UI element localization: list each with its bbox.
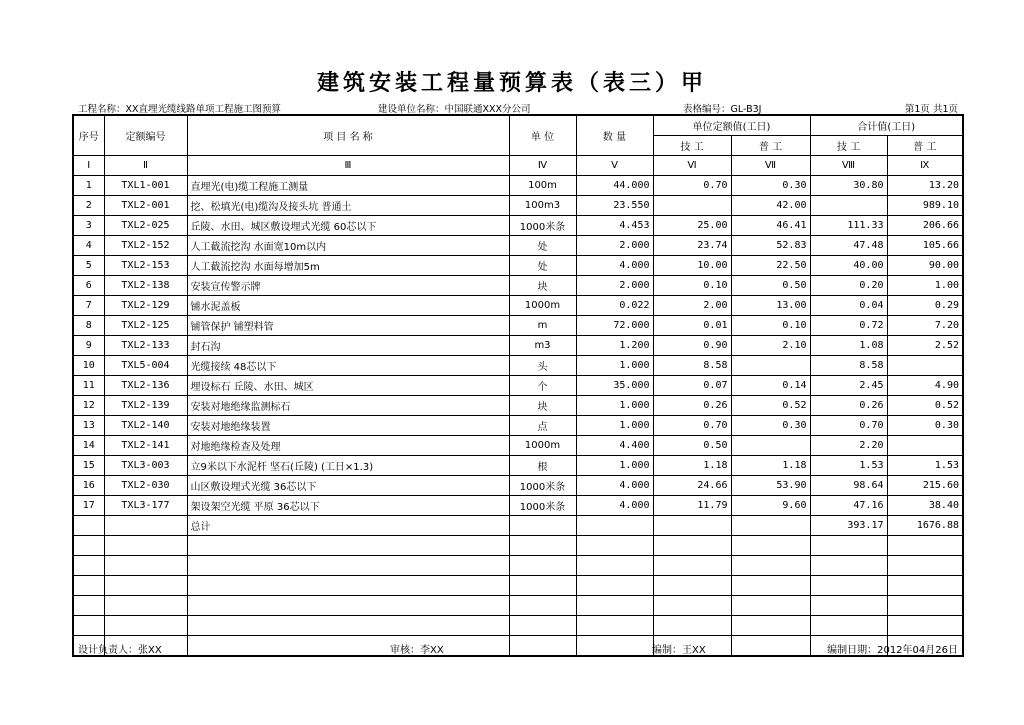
cell-code: TXL2-153 [104,256,187,276]
cell-seq [73,616,104,636]
table-row [73,456,963,476]
table-row [73,196,963,216]
cell-qty: 4.000 [576,476,653,496]
cell-name [187,556,509,576]
cell-unit [509,636,576,657]
cell-qty: 1.000 [576,356,653,376]
cell-seq: 16 [73,476,104,496]
cell-unit: m [509,316,576,336]
cell-unit: 块 [509,396,576,416]
cell-qs: 10.00 [653,256,731,276]
cell-qty: 1.000 [576,416,653,436]
cell-tg [887,616,963,636]
cell-name: 山区敷设埋式光缆 36芯以下 [187,476,509,496]
budget-table [72,114,964,657]
cell-qs [653,616,731,636]
cell-unit [509,516,576,536]
table-row [73,356,963,376]
cell-seq: 4 [73,236,104,256]
cell-code [104,596,187,616]
table-row [73,416,963,436]
cell-qs [653,576,731,596]
header-name: 项 目 名 称 [187,115,509,156]
cell-ts [810,196,887,216]
cell-ts [810,556,887,576]
cell-tg [887,576,963,596]
cell-code [104,516,187,536]
cell-qs: 0.07 [653,376,731,396]
cell-ts: 0.26 [810,396,887,416]
roman-row [73,156,963,176]
cell-qty: 4.000 [576,496,653,516]
cell-name: 架设架空光缆 平原 36芯以下 [187,496,509,516]
cell-qg: 9.60 [731,496,810,516]
cell-qty: 4.453 [576,216,653,236]
cell-qty: 1.000 [576,456,653,476]
cell-ts: 0.72 [810,316,887,336]
cell-qg: 0.52 [731,396,810,416]
cell-name: 丘陵、水田、城区敷设埋式光缆 60芯以下 [187,216,509,236]
cell-seq [73,536,104,556]
table-row [73,596,963,616]
cell-unit: 1000m [509,436,576,456]
cell-qs: 23.74 [653,236,731,256]
header-seq: 序号 [73,115,104,156]
cell-code: TXL2-140 [104,416,187,436]
cell-ts: 393.17 [810,516,887,536]
cell-seq: 13 [73,416,104,436]
header-general: 普 工 [731,136,810,156]
cell-qs: 11.79 [653,496,731,516]
cell-qs [653,516,731,536]
cell-unit: 1000米条 [509,476,576,496]
cell-ts: 47.48 [810,236,887,256]
cell-qs: 0.70 [653,176,731,196]
cell-qty: 2.000 [576,276,653,296]
cell-qg [731,516,810,536]
cell-seq [73,596,104,616]
cell-tg [887,556,963,576]
cell-code: TXL2-141 [104,436,187,456]
cell-code: TXL3-003 [104,456,187,476]
cell-qs: 1.18 [653,456,731,476]
cell-name: 铺管保护 铺塑料管 [187,316,509,336]
cell-unit: 100m [509,176,576,196]
cell-ts: 47.16 [810,496,887,516]
cell-tg: 105.66 [887,236,963,256]
roman-cell: Ⅴ [576,156,653,176]
cell-ts: 2.20 [810,436,887,456]
form-number: 表格编号：GL-B3J [683,104,762,115]
cell-qg: 42.00 [731,196,810,216]
project-name: 工程名称：XX直埋光缆线路单项工程施工图预算 [78,104,282,115]
cell-tg: 1676.88 [887,516,963,536]
cell-name: 直埋光(电)缆工程施工测量 [187,176,509,196]
cell-name: 安装对地绝缘监测标石 [187,396,509,416]
cell-seq [73,516,104,536]
cell-qg: 0.10 [731,316,810,336]
cell-ts [810,596,887,616]
cell-seq: 17 [73,496,104,516]
cell-ts [810,616,887,636]
cell-qg: 13.00 [731,296,810,316]
cell-seq [73,576,104,596]
cell-name: 埋设标石 丘陵、水田、城区 [187,376,509,396]
cell-qg [731,636,810,657]
table-row [73,216,963,236]
cell-code: TXL5-004 [104,356,187,376]
cell-qty: 2.000 [576,236,653,256]
cell-seq: 5 [73,256,104,276]
cell-qg: 46.41 [731,216,810,236]
cell-tg [887,536,963,556]
table-row [73,276,963,296]
cell-unit: 1000米条 [509,216,576,236]
cell-tg: 4.90 [887,376,963,396]
cell-qg: 53.90 [731,476,810,496]
cell-unit [509,616,576,636]
cell-code: TXL2-001 [104,196,187,216]
cell-qg: 0.30 [731,176,810,196]
cell-tg: 90.00 [887,256,963,276]
cell-seq: 1 [73,176,104,196]
roman-cell: Ⅶ [731,156,810,176]
cell-name: 光缆接续 48芯以下 [187,356,509,376]
cell-tg: 2.52 [887,336,963,356]
cell-ts: 1.53 [810,456,887,476]
cell-code: TXL2-139 [104,396,187,416]
cell-qty: 72.000 [576,316,653,336]
cell-name: 安装对地绝缘装置 [187,416,509,436]
cell-name [187,536,509,556]
cell-qg: 0.50 [731,276,810,296]
cell-name: 安装宣传警示牌 [187,276,509,296]
footer-date: 编制日期：2012年04月26日 [827,645,958,656]
roman-cell: Ⅵ [653,156,731,176]
cell-code [104,556,187,576]
cell-qty: 0.022 [576,296,653,316]
cell-tg: 206.66 [887,216,963,236]
roman-cell: Ⅲ [187,156,509,176]
cell-qty [576,616,653,636]
cell-qty: 35.000 [576,376,653,396]
cell-name: 总计 [187,516,509,536]
cell-qs [653,196,731,216]
cell-name [187,596,509,616]
table-row [73,296,963,316]
cell-seq: 12 [73,396,104,416]
cell-unit [509,596,576,616]
cell-code: TXL2-138 [104,276,187,296]
header-total: 合计值(工日) [810,115,963,136]
header-code: 定额编号 [104,115,187,156]
cell-seq [73,556,104,576]
cell-tg: 215.60 [887,476,963,496]
cell-seq: 11 [73,376,104,396]
table-row [73,436,963,456]
cell-qty [576,576,653,596]
header-general-total: 普 工 [887,136,963,156]
cell-qty: 23.550 [576,196,653,216]
header-skilled: 技 工 [653,136,731,156]
cell-tg: 1.00 [887,276,963,296]
table-row [73,236,963,256]
roman-cell: Ⅳ [509,156,576,176]
cell-seq: 2 [73,196,104,216]
cell-code: TXL2-030 [104,476,187,496]
table-row [73,536,963,556]
cell-seq: 7 [73,296,104,316]
cell-unit: 头 [509,356,576,376]
cell-qty: 1.200 [576,336,653,356]
header-unit-quota: 单位定额值(工日) [653,115,810,136]
table-row [73,176,963,196]
cell-code: TXL2-133 [104,336,187,356]
cell-qs: 0.70 [653,416,731,436]
cell-ts: 111.33 [810,216,887,236]
cell-unit: 1000米条 [509,496,576,516]
cell-ts: 0.20 [810,276,887,296]
cell-name [187,616,509,636]
cell-name: 对地绝缘检查及处理 [187,436,509,456]
cell-name: 人工截流挖沟 水面宽10m以内 [187,236,509,256]
cell-qs [653,556,731,576]
cell-code [104,616,187,636]
cell-unit: 根 [509,456,576,476]
table-row [73,556,963,576]
cell-tg: 989.10 [887,196,963,216]
cell-code: TXL2-136 [104,376,187,396]
table-row [73,376,963,396]
cell-qg [731,596,810,616]
table-row [73,576,963,596]
cell-qty: 1.000 [576,396,653,416]
cell-qty [576,516,653,536]
cell-qs: 0.10 [653,276,731,296]
table-row [73,616,963,636]
table-row [73,496,963,516]
table-row [73,396,963,416]
cell-qty: 4.400 [576,436,653,456]
cell-name [187,636,509,657]
cell-qg [731,576,810,596]
cell-qs [653,536,731,556]
cell-name [187,576,509,596]
cell-tg [887,436,963,456]
cell-qs: 24.66 [653,476,731,496]
cell-name: 挖、松填光(电)缆沟及接头坑 普通土 [187,196,509,216]
cell-qty [576,556,653,576]
cell-code: TXL2-152 [104,236,187,256]
cell-name: 铺水泥盖板 [187,296,509,316]
header-unit: 单 位 [509,115,576,156]
cell-tg: 38.40 [887,496,963,516]
cell-ts: 98.64 [810,476,887,496]
cell-seq: 14 [73,436,104,456]
builder-name: 建设单位名称：中国联通XXX分公司 [378,104,531,115]
cell-unit: m3 [509,336,576,356]
cell-qg [731,536,810,556]
page-title: 建筑安装工程量预算表（表三）甲 [316,71,707,96]
cell-qs: 0.50 [653,436,731,456]
cell-code: TXL2-025 [104,216,187,236]
table-row [73,316,963,336]
cell-qg: 1.18 [731,456,810,476]
cell-code: TXL2-125 [104,316,187,336]
cell-qty [576,536,653,556]
cell-qs: 8.58 [653,356,731,376]
page-number: 第1页 共1页 [904,104,958,115]
footer-editor: 编制：王XX [652,645,706,656]
cell-code: TXL2-129 [104,296,187,316]
cell-tg: 0.30 [887,416,963,436]
cell-qty [576,596,653,616]
footer-designer: 设计负责人：张XX [78,645,162,656]
cell-unit: 个 [509,376,576,396]
cell-code: TXL3-177 [104,496,187,516]
cell-tg: 13.20 [887,176,963,196]
cell-qg [731,356,810,376]
cell-ts: 2.45 [810,376,887,396]
header-skilled-total: 技 工 [810,136,887,156]
cell-seq: 9 [73,336,104,356]
cell-seq: 15 [73,456,104,476]
cell-tg: 0.52 [887,396,963,416]
header-row-1 [73,115,963,136]
cell-tg [887,356,963,376]
cell-unit: 点 [509,416,576,436]
cell-unit [509,576,576,596]
cell-qg: 0.14 [731,376,810,396]
cell-name: 人工截流挖沟 水面每增加5m [187,256,509,276]
cell-qg: 0.30 [731,416,810,436]
cell-ts: 0.04 [810,296,887,316]
cell-seq: 6 [73,276,104,296]
cell-qg [731,436,810,456]
cell-unit: 块 [509,276,576,296]
cell-unit: 处 [509,256,576,276]
cell-qg [731,556,810,576]
cell-seq: 3 [73,216,104,236]
roman-cell: Ⅸ [887,156,963,176]
cell-qs: 0.90 [653,336,731,356]
cell-qs: 0.26 [653,396,731,416]
cell-code [104,536,187,556]
table-row [73,476,963,496]
roman-cell: Ⅷ [810,156,887,176]
cell-ts: 1.08 [810,336,887,356]
cell-code [104,576,187,596]
header-qty: 数 量 [576,115,653,156]
cell-qs: 0.01 [653,316,731,336]
cell-unit [509,536,576,556]
cell-unit: 1000m [509,296,576,316]
cell-code: TXL1-001 [104,176,187,196]
cell-qg: 2.10 [731,336,810,356]
cell-qty: 4.000 [576,256,653,276]
cell-ts: 0.70 [810,416,887,436]
cell-name: 立9米以下水泥杆 坚石(丘陵) (工日×1.3) [187,456,509,476]
roman-cell: Ⅱ [104,156,187,176]
cell-seq: 8 [73,316,104,336]
cell-qs: 25.00 [653,216,731,236]
cell-tg: 7.20 [887,316,963,336]
cell-ts: 8.58 [810,356,887,376]
cell-qty: 44.000 [576,176,653,196]
cell-qs: 2.00 [653,296,731,316]
cell-tg: 0.29 [887,296,963,316]
cell-tg [887,596,963,616]
cell-ts: 40.00 [810,256,887,276]
table-row [73,256,963,276]
cell-ts: 30.80 [810,176,887,196]
cell-tg: 1.53 [887,456,963,476]
cell-unit: 100m3 [509,196,576,216]
cell-qg: 22.50 [731,256,810,276]
cell-ts [810,536,887,556]
table-row [73,336,963,356]
roman-cell: Ⅰ [73,156,104,176]
cell-qg: 52.83 [731,236,810,256]
cell-unit [509,556,576,576]
cell-ts [810,576,887,596]
footer-reviewer: 审核：李XX [390,645,444,656]
cell-unit: 处 [509,236,576,256]
cell-qty [576,636,653,657]
cell-qg [731,616,810,636]
cell-qs [653,596,731,616]
table-row [73,516,963,536]
cell-name: 封石沟 [187,336,509,356]
cell-seq: 10 [73,356,104,376]
